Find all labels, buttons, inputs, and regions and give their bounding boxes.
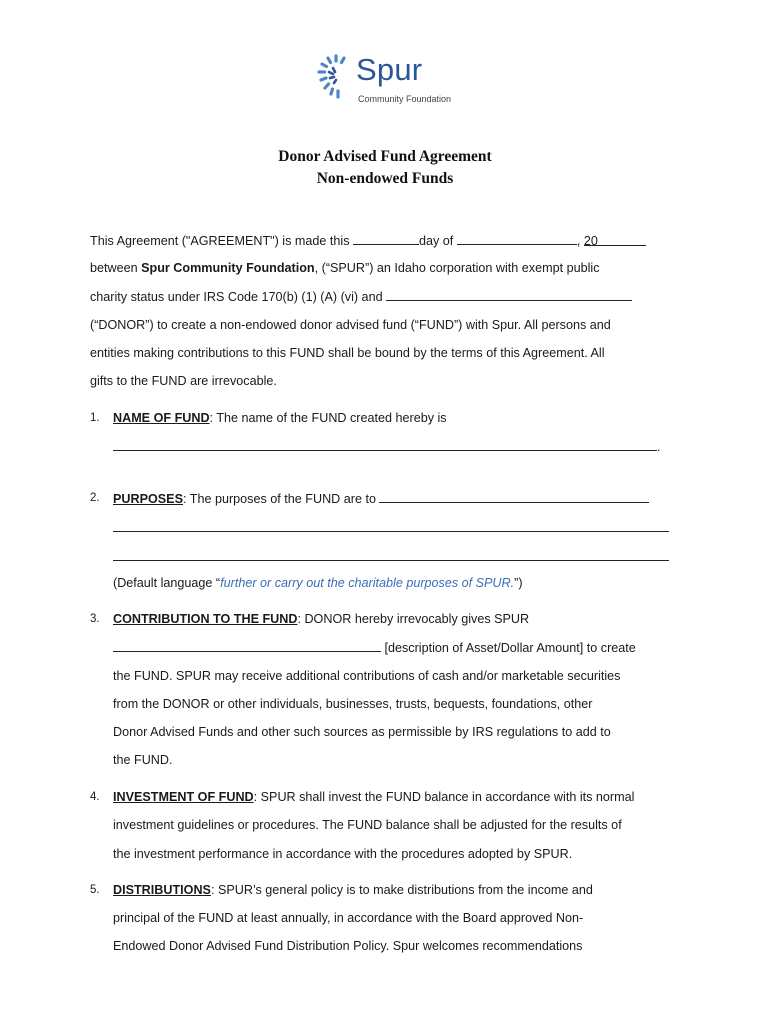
section-5-line-1: DISTRIBUTIONS: SPUR’s general policy is to make distributions from the income and xyxy=(113,883,593,897)
document-title: Donor Advised Fund Agreement xyxy=(278,148,492,165)
spur-logo xyxy=(316,50,466,112)
intro-line-3: charity status under IRS Code 170(b) (1) (A) (vi) and xyxy=(90,288,632,305)
section-2-heading: PURPOSES xyxy=(113,492,183,506)
intro-line-6: gifts to the FUND are irrevocable. xyxy=(90,374,277,388)
section-1-line-2: . xyxy=(113,438,661,455)
section-3-line-2: [description of Asset/Dollar Amount] to create xyxy=(113,639,636,656)
year-blank[interactable]: 20 xyxy=(584,233,646,246)
section-3-number: 3. xyxy=(90,613,100,625)
org-name: Spur Community Foundation xyxy=(141,261,315,275)
section-5-line-3: Endowed Donor Advised Fund Distribution Policy. Spur welcomes recommendations xyxy=(113,939,583,953)
purpose-blank-2[interactable] xyxy=(113,531,669,532)
default-purpose-text: further or carry out the charitable purposes of SPUR. xyxy=(220,576,515,590)
document-subtitle: Non-endowed Funds xyxy=(316,170,454,187)
section-4-line-2: investment guidelines or procedures. The FUND balance shall be adjusted for the results of xyxy=(113,818,622,832)
section-5-line-2: principal of the FUND at least annually, in accordance with the Board approved Non- xyxy=(113,911,584,925)
logo-wordmark: Spur xyxy=(356,52,423,87)
section-1-heading: NAME OF FUND xyxy=(113,411,210,425)
section-4-number: 4. xyxy=(90,791,100,803)
section-3-line-3: the FUND. SPUR may receive additional contributions of cash and/or marketable securities xyxy=(113,669,621,683)
section-3-line-6: the FUND. xyxy=(113,753,173,767)
section-4-line-3: the investment performance in accordance with the procedures adopted by SPUR. xyxy=(113,847,573,861)
section-2-line-1: PURPOSES: The purposes of the FUND are to xyxy=(113,490,649,507)
section-3-heading: CONTRIBUTION TO THE FUND xyxy=(113,612,298,626)
section-5-number: 5. xyxy=(90,884,100,896)
section-4-heading: INVESTMENT OF FUND xyxy=(113,790,254,804)
section-3-line-4: from the DONOR or other individuals, businesses, trusts, bequests, foundations, other xyxy=(113,697,593,711)
day-blank[interactable] xyxy=(353,232,419,245)
intro-line-4: (“DONOR”) to create a non-endowed donor advised fund (“FUND”) with Spur. All persons and xyxy=(90,318,611,332)
logo-subtitle: Community Foundation xyxy=(358,94,452,104)
intro-line-1: This Agreement ("AGREEMENT") is made this day of , 20 xyxy=(90,232,646,249)
section-3-line-1: CONTRIBUTION TO THE FUND: DONOR hereby irrevocably gives SPUR xyxy=(113,612,530,626)
intro-line-2: between Spur Community Foundation, (“SPUR”) an Idaho corporation with exempt public xyxy=(90,261,600,275)
donor-name-blank[interactable] xyxy=(386,288,632,301)
section-4-line-1: INVESTMENT OF FUND: SPUR shall invest the FUND balance in accordance with its normal xyxy=(113,790,635,804)
section-1-number: 1. xyxy=(90,412,100,424)
intro-line-5: entities making contributions to this FUND shall be bound by the terms of this Agreement. All xyxy=(90,346,605,360)
fund-name-blank[interactable] xyxy=(113,438,657,451)
section-5-heading: DISTRIBUTIONS xyxy=(113,883,211,897)
contribution-blank[interactable] xyxy=(113,639,381,652)
section-3-line-5: Donor Advised Funds and other such sources as permissible by IRS regulations to add to xyxy=(113,725,611,739)
section-2-number: 2. xyxy=(90,492,100,504)
purpose-blank-3[interactable] xyxy=(113,560,669,561)
sunburst-icon xyxy=(316,50,356,106)
month-blank[interactable] xyxy=(457,232,577,245)
section-1-line-1: NAME OF FUND: The name of the FUND created hereby is xyxy=(113,411,447,425)
purpose-blank-1[interactable] xyxy=(379,490,649,503)
section-2-default-language: (Default language “further or carry out the charitable purposes of SPUR.”) xyxy=(113,576,523,590)
